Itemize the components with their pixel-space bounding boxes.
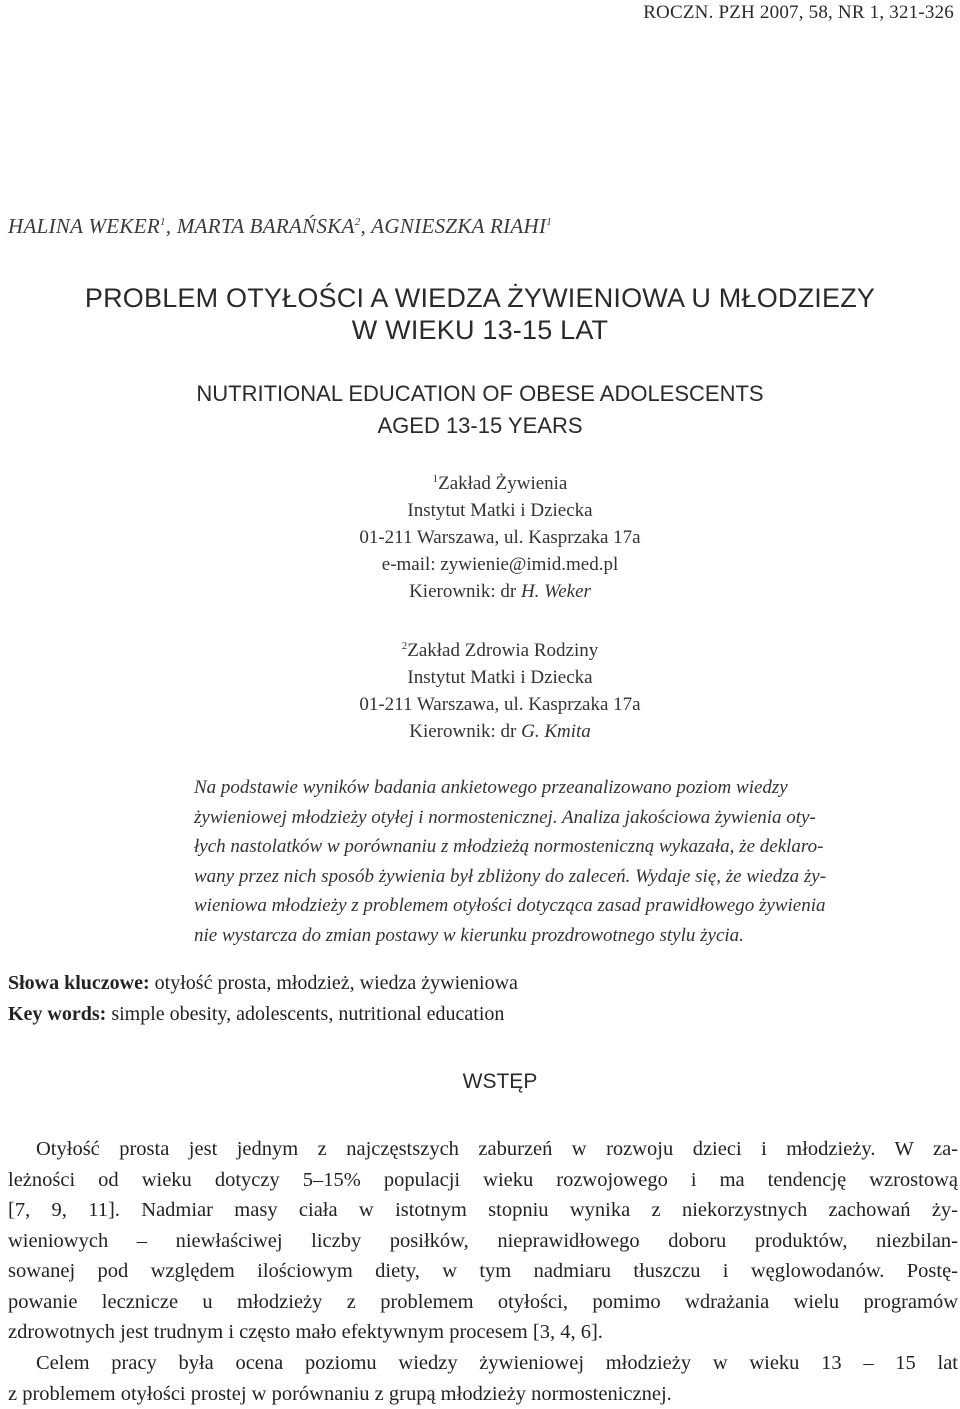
keywords-label: Key words: bbox=[8, 1003, 106, 1025]
title-line: W WIEKU 13-15 LAT bbox=[0, 314, 960, 346]
paragraph-line: Celem pracy była ocena poziomu wiedzy żywieniowej młodzieży w wieku 13 – 15 lat bbox=[8, 1348, 958, 1379]
author-affiliation-mark: 1 bbox=[160, 216, 166, 228]
title-line: NUTRITIONAL EDUCATION OF OBESE ADOLESCENTS bbox=[0, 378, 960, 410]
paragraph-line: z problemem otyłości prostej w porównaniu z grupą młodzieży normostenicznej. bbox=[8, 1379, 958, 1409]
abstract-line: łych nastolatków w porównaniu z młodzieżą normosteniczną wykazała, że deklaro- bbox=[194, 832, 958, 862]
author-name: MARTA BARAŃSKA bbox=[177, 214, 355, 238]
paragraph-line: Otyłość prosta jest jednym z najczęstszych zaburzeń w rozwoju dzieci i młodzieży. W za- bbox=[8, 1134, 958, 1165]
author-name: AGNIESZKA RIAHI bbox=[371, 214, 546, 238]
paragraph-line: leżności od wieku dotyczy 5–15% populacji wieku rozwojowego i ma tendencję wzrostową bbox=[8, 1165, 958, 1196]
abstract-line: wieniowa młodzieży z problemem otyłości dotycząca zasad prawidłowego żywienia bbox=[194, 891, 958, 921]
keywords-text: otyłość prosta, młodzież, wiedza żywieniowa bbox=[150, 972, 518, 994]
keywords-text: simple obesity, adolescents, nutritional education bbox=[106, 1003, 504, 1025]
abstract bbox=[194, 773, 958, 950]
abstract-line: żywieniowej młodzieży otyłej i normostenicznej. Analiza jakościowa żywienia oty- bbox=[194, 803, 958, 833]
paragraph-line: [7, 9, 11]. Nadmiar masy ciała w istotnym stopniu wynika z niekorzystnych zachowań ży- bbox=[8, 1195, 958, 1226]
affiliation-unit: $^2$Zakład Zdrowia Rodziny bbox=[0, 633, 960, 664]
affiliation-address: 01-211 Warszawa, ul. Kasprzaka 17a bbox=[0, 524, 960, 551]
section-heading: WSTĘP bbox=[0, 1070, 960, 1094]
affiliation-1 bbox=[0, 466, 960, 605]
affiliation-unit: $^1$Zakład Żywienia bbox=[0, 466, 960, 497]
journal-citation: ROCZN. PZH 2007, 58, NR 1, 321-326 bbox=[643, 2, 954, 24]
paragraph-2 bbox=[8, 1348, 958, 1409]
keywords-label: Słowa kluczowe: bbox=[8, 972, 150, 994]
abstract-line: Na podstawie wyników badania ankietowego przeanalizowano poziom wiedzy bbox=[194, 773, 958, 803]
affiliation-institute: Instytut Matki i Dziecka bbox=[0, 497, 960, 524]
author-name: HALINA WEKER bbox=[8, 214, 160, 238]
paragraph-line: powanie lecznicze u młodzieży z problemem otyłości, pomimo wdrażania wielu programów bbox=[8, 1287, 958, 1318]
paragraph-line: zdrowotnych jest trudnym i często mało efektywnym procesem [3, 4, 6]. bbox=[8, 1317, 958, 1348]
affiliation-institute: Instytut Matki i Dziecka bbox=[0, 664, 960, 691]
paragraph-line: wieniowych – niewłaściwej liczby posiłków, nieprawidłowego doboru produktów, niezbilan- bbox=[8, 1226, 958, 1257]
author-affiliation-mark: 2 bbox=[355, 216, 361, 228]
affiliation-2 bbox=[0, 633, 960, 745]
affiliation-head: Kierownik: dr H. Weker bbox=[0, 578, 960, 605]
title-polish bbox=[0, 282, 960, 346]
title-english bbox=[0, 378, 960, 442]
affiliation-head: Kierownik: dr G. Kmita bbox=[0, 718, 960, 745]
abstract-line: wany przez nich sposób żywienia był zbliżony do zaleceń. Wydaje się, że wiedza ży- bbox=[194, 862, 958, 892]
author-affiliation-mark: 1 bbox=[546, 216, 552, 228]
keywords-english bbox=[8, 1003, 504, 1026]
affiliation-email: e-mail: zywienie@imid.med.pl bbox=[0, 551, 960, 578]
keywords-polish bbox=[8, 972, 518, 995]
paragraph-1 bbox=[8, 1134, 958, 1348]
author-list: HALINA WEKER$^1$, MARTA BARAŃSKA$^2$, AGNIESZKA RIAHI$^1$ bbox=[8, 214, 552, 239]
title-line: AGED 13-15 YEARS bbox=[0, 410, 960, 442]
affiliation-address: 01-211 Warszawa, ul. Kasprzaka 17a bbox=[0, 691, 960, 718]
title-line: PROBLEM OTYŁOŚCI A WIEDZA ŻYWIENIOWA U MŁODZIEZY bbox=[0, 282, 960, 314]
paragraph-line: sowanej pod względem ilościowym diety, w tym nadmiaru tłuszczu i węglowodanów. Postę- bbox=[8, 1256, 958, 1287]
abstract-line: nie wystarcza do zmian postawy w kierunku prozdrowotnego stylu życia. bbox=[194, 921, 958, 951]
